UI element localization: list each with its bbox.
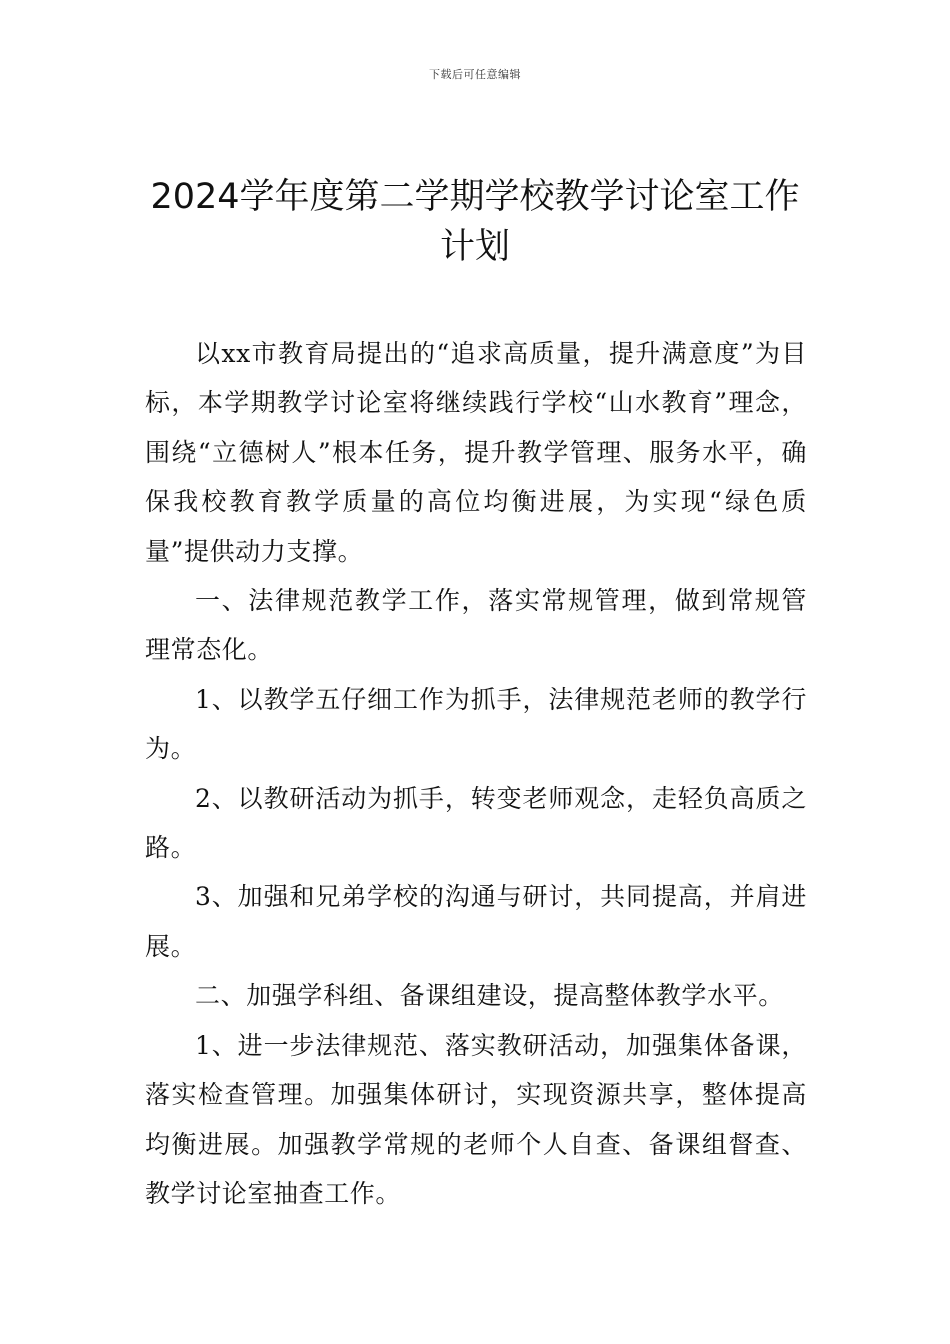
paragraph-item-1-3: 3、加强和兄弟学校的沟通与研讨，共同提高，并肩进展。: [145, 882, 807, 961]
paragraph-item-1-2: 2、以教研活动为抓手，转变老师观念，走轻负高质之路。: [145, 783, 807, 863]
paragraph-section-2-heading: 二、加强学科组、备课组建设，提高整体教学水平。: [195, 981, 784, 1011]
paragraph-intro: 以xx市教育局提出的“追求高质量，提升满意度”为目标，本学期教学讨论室将继续践行学校“山水教育”理念，围绕“立德树人”根本任务，提升教学管理、服务水平，确保我校教育教学质量的高位均衡进展，为实现“绿色质量”提供动力支撑。: [145, 339, 807, 566]
paragraph-section-1-heading: 一、法律规范教学工作，落实常规管理，做到常规管理常态化。: [145, 586, 807, 665]
header-note: 下载后可任意编辑: [429, 68, 521, 81]
paragraph-item-2-1: 1、进一步法律规范、落实教研活动，加强集体备课，落实检查管理。加强集体研讨，实现资源共享，整体提高均衡进展。加强教学常规的老师个人自查、备课组督查、教学讨论室抽查工作。: [145, 1030, 807, 1208]
document-title: 2024学年度第二学期学校教学讨论室工作计划: [150, 177, 800, 267]
document-body: [145, 329, 807, 1218]
paragraph-item-1-1: 1、以教学五仔细工作为抓手，法律规范老师的教学行为。: [145, 684, 807, 764]
